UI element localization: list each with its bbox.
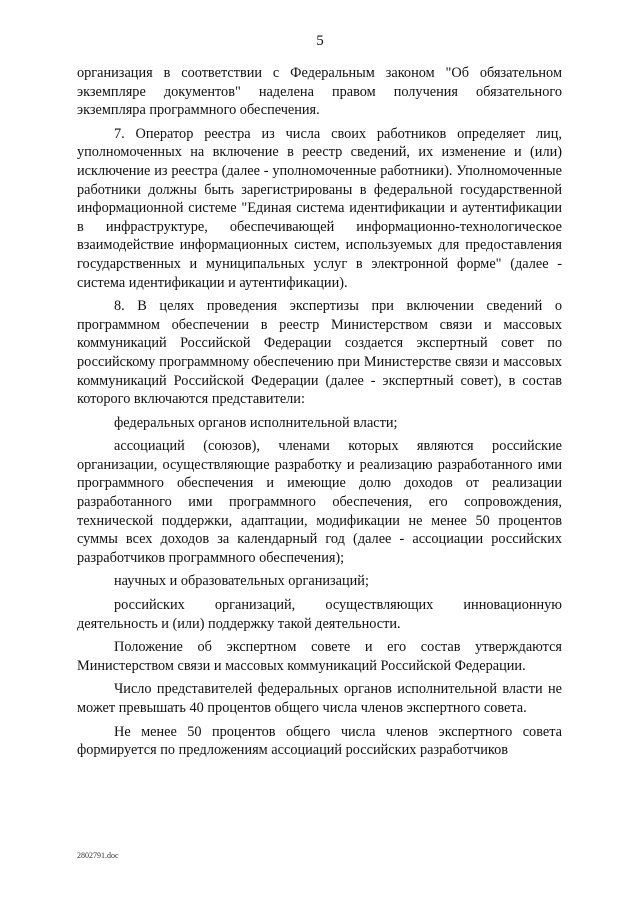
paragraph: Число представителей федеральных органов исполнительной власти не может превышать 40 процентов общего числа членов экспертного совета. bbox=[77, 681, 562, 716]
paragraph: российских организаций, осуществляющих инновационную деятельность и (или) поддержку такой деятельности. bbox=[77, 597, 562, 632]
footer-file-code: 2802791.doc bbox=[77, 851, 119, 860]
paragraph: Не менее 50 процентов общего числа членов экспертного совета формируется по предложениям ассоциаций российских разработчиков bbox=[77, 723, 562, 759]
document-body bbox=[77, 64, 562, 765]
paragraph: ассоциаций (союзов), членами которых являются российские организации, осуществляющие разработку и реализацию разработанного ими программного обеспечения и имеющие долю доходов от реализации разработанного ими программного обеспечения, его сопровождения, технической поддержки, адаптации, модификации не менее 50 процентов суммы всех доходов за календарный год (далее - ассоциации российских разработчиков программного обеспечения); bbox=[77, 438, 562, 566]
paragraph: федеральных органов исполнительной власти; bbox=[114, 414, 398, 431]
paragraph: научных и образовательных организаций; bbox=[114, 573, 369, 590]
paragraph: 8. В целях проведения экспертизы при включении сведений о программном обеспечении в реестр Министерством связи и массовых коммуникаций Российской Федерации создается экспертный совет по российскому программному обеспечению при Министерстве связи и массовых коммуникаций Российской Федерации (далее - экспертный совет), в состав которого включаются представители: bbox=[77, 298, 562, 408]
paragraph: Положение об экспертном совете и его состав утверждаются Министерством связи и массовых коммуникаций Российской Федерации. bbox=[77, 639, 562, 674]
page-number: 5 bbox=[316, 33, 324, 49]
paragraph: организация в соответствии с Федеральным законом "Об обязательном экземпляре документов" наделена правом получения обязательного экземпляра программного обеспечения. bbox=[77, 65, 562, 119]
paragraph: 7. Оператор реестра из числа своих работников определяет лиц, уполномоченных на включение в реестр сведений, их изменение и (или) исключение из реестра (далее - уполномоченные работники). Уполномоченные работники должны быть зарегистрированы в федеральной государственной информационной системе "Единая система идентификации и аутентификации в инфраструктуре, обеспечивающей информационно-технологическое взаимодействие информационных систем, используемых для предоставления государственных и муниципальных услуг в электронной форме" (далее - система идентификации и аутентификации). bbox=[77, 125, 562, 291]
